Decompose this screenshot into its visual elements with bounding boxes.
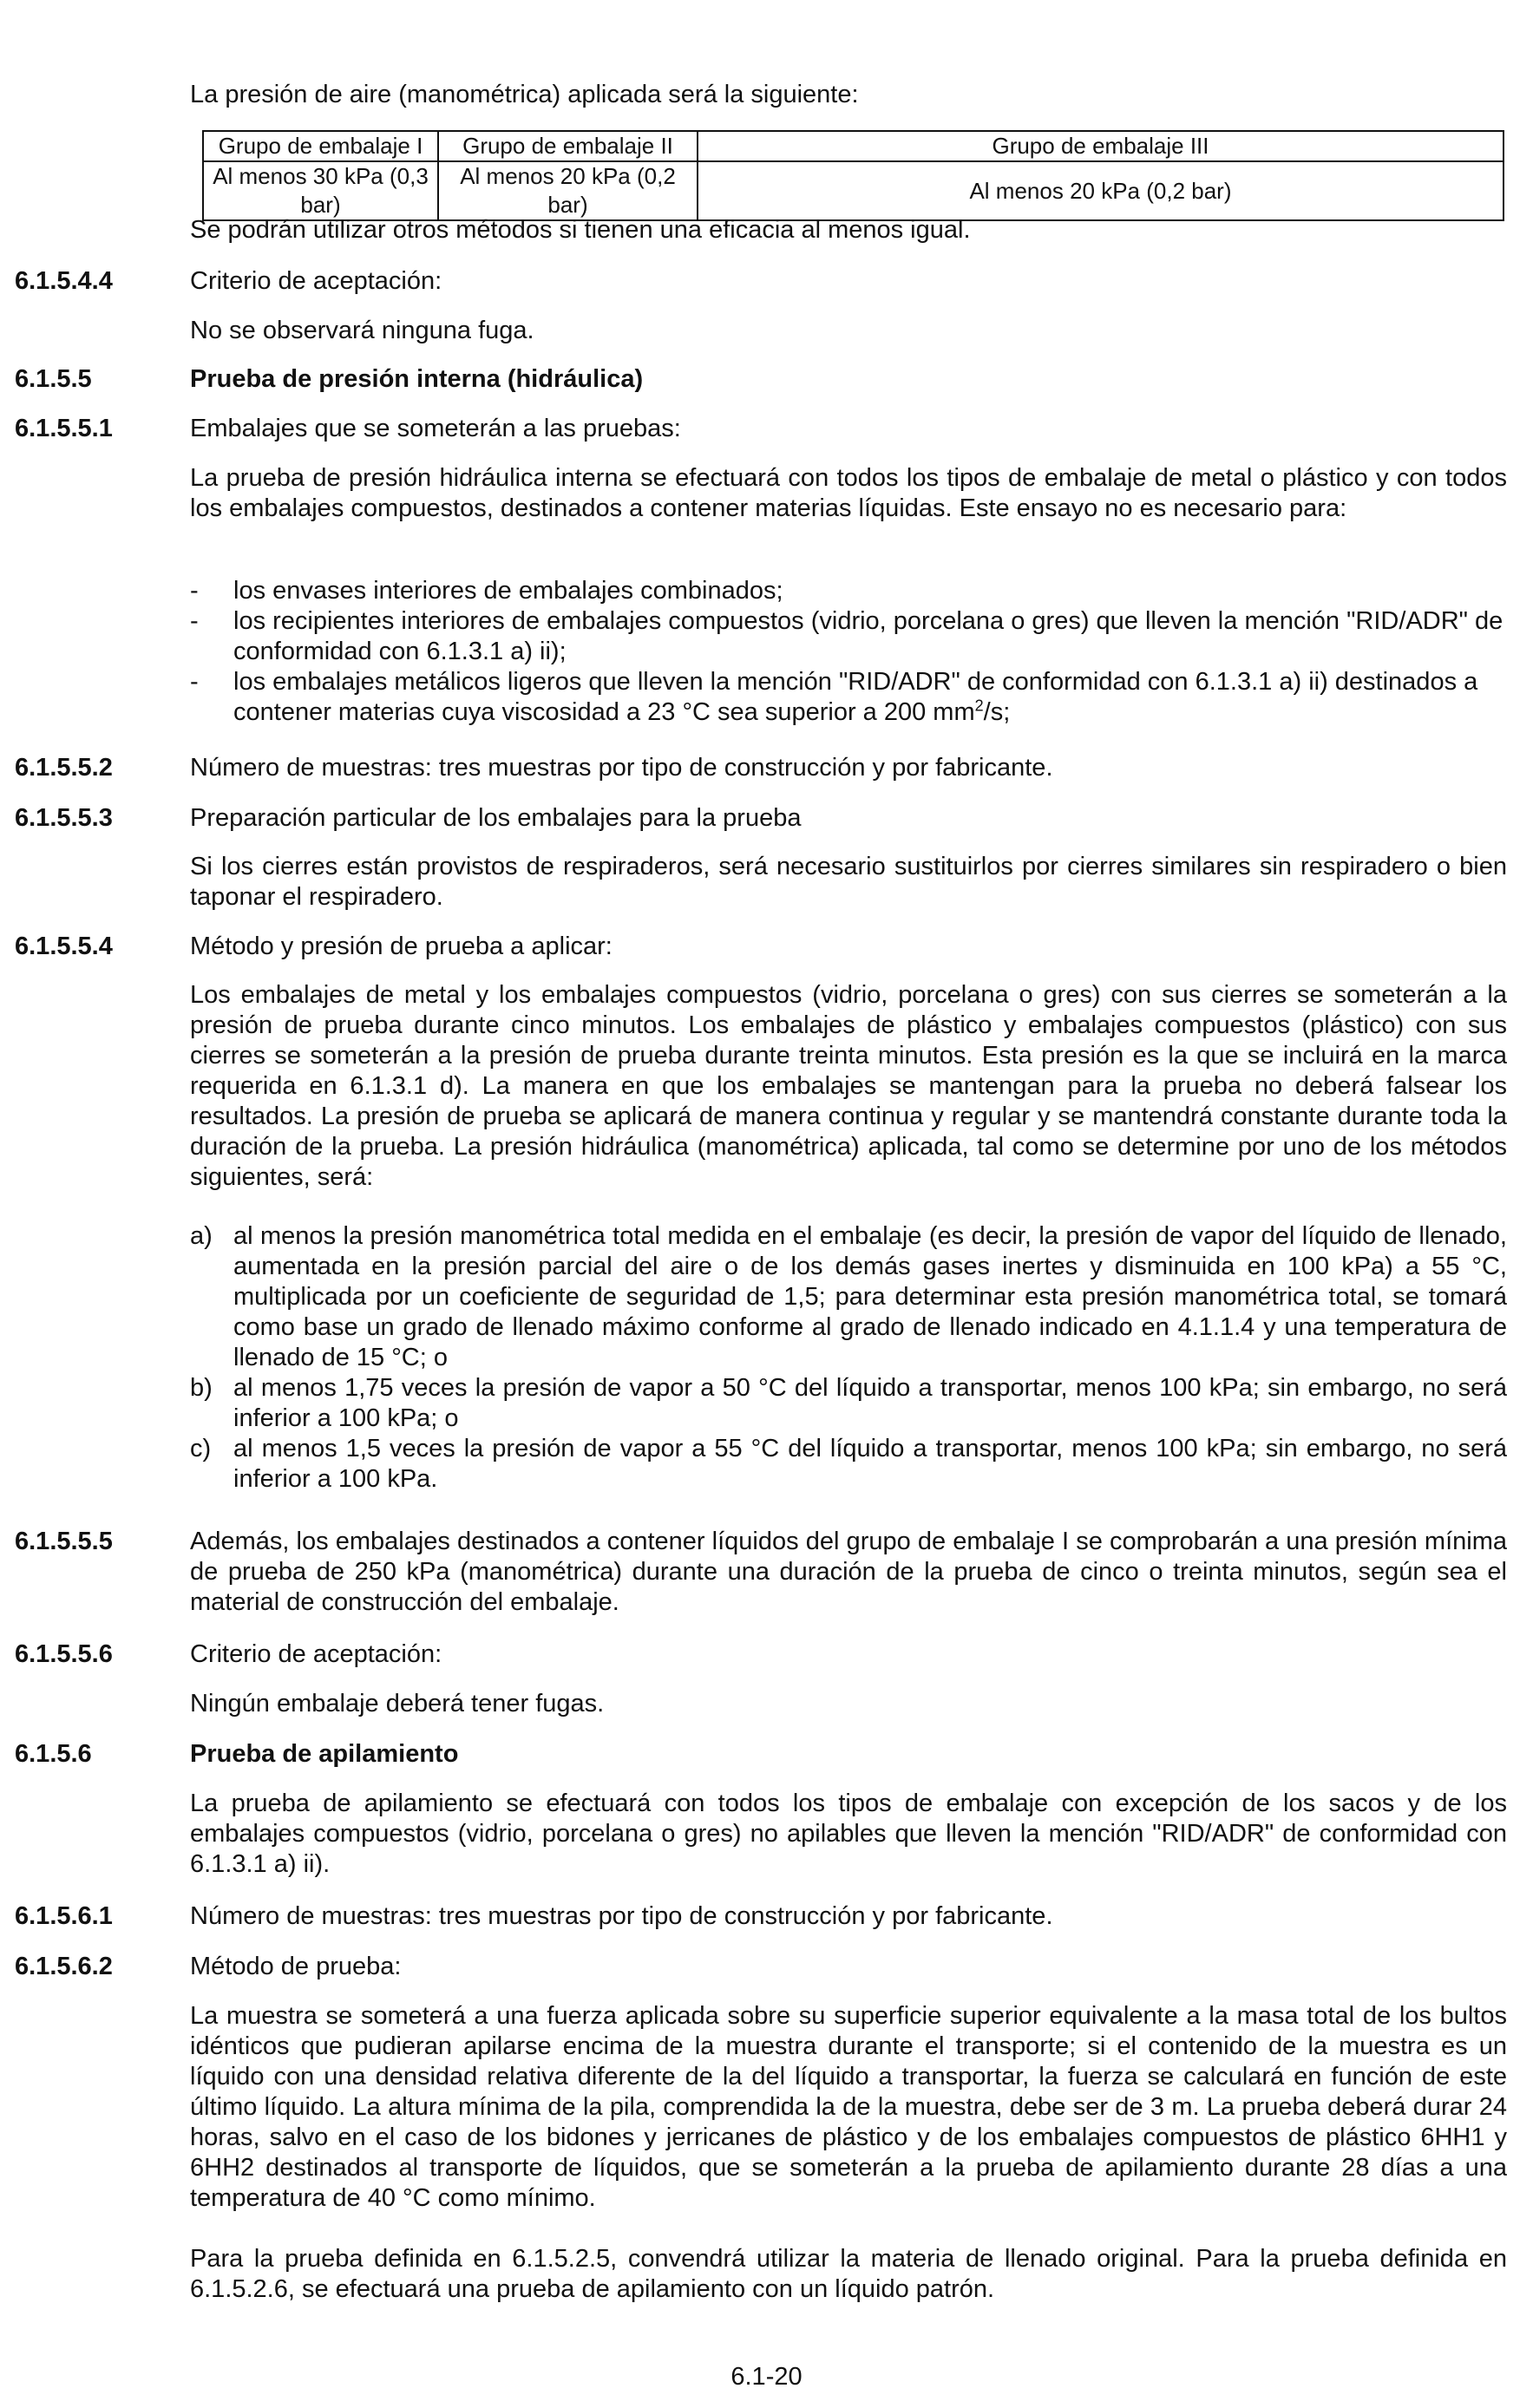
- list-item-text: los envases interiores de embalajes combinados;: [233, 577, 783, 605]
- section-heading: Prueba de presión interna (hidráulica): [190, 365, 644, 393]
- section-number: 6.1.5.5.1: [15, 415, 113, 442]
- list-item-text: los embalajes metálicos ligeros que lleven la mención "RID/ADR" de conformidad con 6.1.3.1 a) ii) destinados a contener materias cuya viscosidad a 23 °C sea superior a 200 mm: [233, 668, 1478, 726]
- list-item: [190, 1373, 1507, 1434]
- list-item: [190, 1221, 1507, 1373]
- section-title: Método y presión de prueba a aplicar:: [190, 932, 613, 960]
- section-text: La prueba de apilamiento se efectuará con todos los tipos de embalaje con excepción de los sacos y de los embalajes compuestos (vidrio, porcelana o gres) no apilables que lleven la mención "RID/ADR" de conformidad con 6.1.3.1 a) ii).: [190, 1790, 1507, 1878]
- bullet-marker: -: [190, 577, 199, 605]
- section-text: Si los cierres están provistos de respiraderos, será necesario sustituirlos por cierres similares sin respiradero o bien taponar el respiradero.: [190, 853, 1507, 911]
- section-text: Número de muestras: tres muestras por tipo de construcción y por fabricante.: [190, 1902, 1053, 1930]
- table-cell: Al menos 30 kPa (0,3 bar): [203, 161, 438, 220]
- section-heading: Prueba de apilamiento: [190, 1740, 459, 1768]
- section-number: 6.1.5.5.6: [15, 1640, 113, 1668]
- list-item: [190, 667, 1507, 728]
- list-marker: c): [190, 1435, 212, 1462]
- list-item-text: al menos 1,5 veces la presión de vapor a 55 °C del líquido a transportar, menos 100 kPa; sin embargo, no será inferior a 100 kPa.: [233, 1435, 1507, 1493]
- list-marker: a): [190, 1222, 213, 1250]
- method-list: [190, 1221, 1507, 1495]
- table-cell: Al menos 20 kPa (0,2 bar): [698, 161, 1504, 220]
- pressure-table: [202, 130, 1504, 221]
- list-item: [190, 606, 1507, 667]
- table-row: [203, 161, 1504, 220]
- list-marker: b): [190, 1374, 213, 1402]
- list-item-text: al menos 1,75 veces la presión de vapor a 50 °C del líquido a transportar, menos 100 kPa; sin embargo, no será inferior a 100 kPa; o: [233, 1374, 1507, 1432]
- section-text: Además, los embalajes destinados a contener líquidos del grupo de embalaje I se comprobarán a una presión mínima de prueba de 250 kPa (manométrica) durante una duración de la prueba de cinco o treinta minutos, según sea el material de construcción del embalaje.: [190, 1528, 1507, 1616]
- section-text: Número de muestras: tres muestras por tipo de construcción y por fabricante.: [190, 754, 1053, 782]
- table-header-row: [203, 131, 1504, 161]
- section-number: 6.1.5.5.4: [15, 932, 113, 960]
- section-text: Ningún embalaje deberá tener fugas.: [190, 1690, 605, 1718]
- section-text: Para la prueba definida en 6.1.5.2.5, convendrá utilizar la materia de llenado original. Para la prueba definida en 6.1.5.2.6, se efectuará una prueba de apilamiento con un líquido patrón.: [190, 2245, 1507, 2303]
- section-number: 6.1.5.6.2: [15, 1953, 113, 1980]
- bullet-marker: -: [190, 668, 199, 696]
- list-item: [190, 1434, 1507, 1495]
- section-title: Preparación particular de los embalajes para la prueba: [190, 804, 802, 832]
- superscript: 2: [974, 697, 984, 715]
- list-item: [190, 576, 1507, 606]
- list-item-text: los recipientes interiores de embalajes compuestos (vidrio, porcelana o gres) que lleven la mención "RID/ADR" de conformidad con 6.1.3.1 a) ii);: [233, 607, 1504, 665]
- section-text: La prueba de presión hidráulica interna se efectuará con todos los tipos de embalaje de metal o plástico y con todos los embalajes compuestos, destinados a contener materias líquidas. Este ensayo no es necesario para:: [190, 464, 1507, 522]
- section-text: No se observará ninguna fuga.: [190, 317, 534, 344]
- intro-text: La presión de aire (manométrica) aplicada será la siguiente:: [190, 81, 859, 108]
- section-number: 6.1.5.5.2: [15, 754, 113, 782]
- section-number: 6.1.5.6.1: [15, 1902, 113, 1930]
- section-number: 6.1.5.5.3: [15, 804, 113, 832]
- exception-list: [190, 576, 1507, 728]
- section-number: 6.1.5.5.5: [15, 1528, 113, 1555]
- page-number: 6.1-20: [730, 2363, 803, 2391]
- section-text: La muestra se someterá a una fuerza aplicada sobre su superficie superior equivalente a la masa total de los bultos idénticos que pudieran apilarse encima de la muestra durante el transporte; si el contenido de la muestra es un líquido con una densidad relativa diferente de la del líquido a transportar, la fuerza se calculará en función de este último líquido. La altura mínima de la pila, comprendida la de la muestra, debe ser de 3 m. La prueba deberá durar 24 horas, salvo en el caso de los bidones y jerricanes de plástico y de los embalajes compuestos de plástico 6HH1 y 6HH2 destinados al transporte de líquidos, que se someterán a la prueba de apilamiento durante 28 días a una temperatura de 40 °C como mínimo.: [190, 2002, 1507, 2212]
- section-number: 6.1.5.6: [15, 1740, 92, 1768]
- section-title: Criterio de aceptación:: [190, 267, 442, 295]
- section-number: 6.1.5.5: [15, 365, 92, 393]
- section-text: Los embalajes de metal y los embalajes compuestos (vidrio, porcelana o gres) con sus cierres se someterán a la presión de prueba durante cinco minutos. Los embalajes de plástico y embalajes compuestos (plástico) con sus cierres se someterán a la presión de prueba durante treinta minutos. Esta presión es la que se incluirá en la marca requerida en 6.1.3.1 d). La manera en que los embalajes se mantengan para la prueba no deberá falsear los resultados. La presión de prueba se aplicará de manera continua y regular y se mantendrá constante durante toda la duración de la prueba. La presión hidráulica (manométrica) aplicada, tal como se determine por uno de los métodos siguientes, será:: [190, 981, 1507, 1191]
- section-number: 6.1.5.4.4: [15, 267, 113, 295]
- table-cell: Grupo de embalaje II: [438, 131, 698, 161]
- bullet-marker: -: [190, 607, 199, 635]
- section-title: Método de prueba:: [190, 1953, 402, 1980]
- table-cell: Al menos 20 kPa (0,2 bar): [438, 161, 698, 220]
- unit-tail: /s;: [983, 698, 1011, 726]
- table-cell: Grupo de embalaje III: [698, 131, 1504, 161]
- table-cell: Grupo de embalaje I: [203, 131, 438, 161]
- list-item-text: al menos la presión manométrica total medida en el embalaje (es decir, la presión de vapor del líquido de llenado, aumentada en la presión parcial del aire o de los demás gases inertes y disminuida en 100 kPa) a 55 °C, multiplicada por un coeficiente de seguridad de 1,5; para determinar esta presión manométrica total, se tomará como base un grado de llenado máximo conforme al grado de llenado indicado en 4.1.1.4 y una temperatura de llenado de 15 °C; o: [233, 1222, 1507, 1371]
- section-title: Embalajes que se someterán a las pruebas:: [190, 415, 681, 442]
- other-methods-text: Se podrán utilizar otros métodos si tienen una eficacia al menos igual.: [190, 216, 971, 244]
- section-title: Criterio de aceptación:: [190, 1640, 442, 1668]
